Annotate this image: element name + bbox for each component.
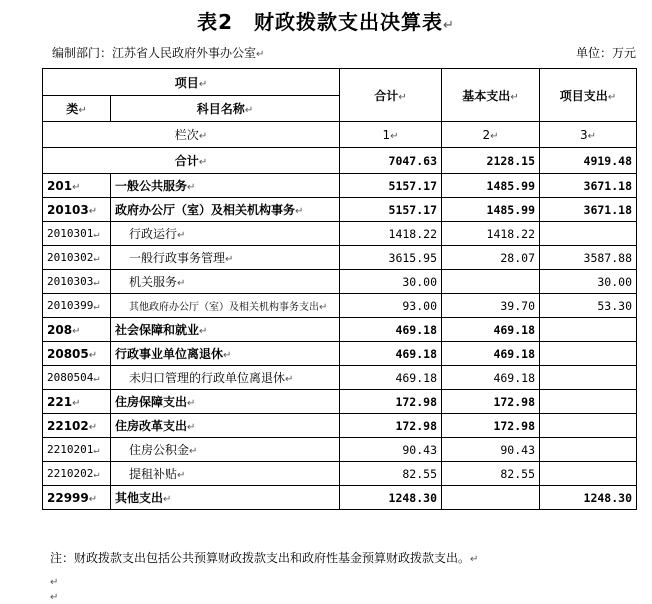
row-code-text: 2010302 xyxy=(47,251,94,264)
paragraph-mark-icon: ↵ xyxy=(319,302,328,313)
row-total-text: 172.98 xyxy=(395,394,437,409)
row-total xyxy=(340,390,442,414)
row-project xyxy=(540,198,637,222)
row-code-text: 20805 xyxy=(47,346,89,361)
row-total xyxy=(340,486,442,510)
table-title xyxy=(0,6,652,35)
row-basic-text: 39.70 xyxy=(500,298,535,313)
table-title-text: 表2 财政拨款支出决算表 xyxy=(197,10,443,34)
row-total-text: 82.55 xyxy=(402,466,437,481)
row-basic-text: 1485.99 xyxy=(486,202,535,217)
row-project xyxy=(540,222,637,246)
row-subject-name-text: 住房保障支出 xyxy=(115,395,188,409)
row-basic-text: 82.55 xyxy=(500,466,535,481)
row-project xyxy=(540,438,637,462)
row-basic-text: 28.07 xyxy=(500,250,535,265)
total-row xyxy=(43,148,637,174)
paragraph-mark-icon: ↵ xyxy=(88,421,98,433)
row-basic xyxy=(442,414,540,438)
header-item xyxy=(43,69,340,96)
row-total xyxy=(340,270,442,294)
row-code-text: 2210202 xyxy=(47,467,94,480)
row-total-text: 469.18 xyxy=(395,346,437,361)
paragraph-mark-icon: ↵ xyxy=(256,49,265,60)
table-row xyxy=(43,462,637,486)
row-total-text: 5157.17 xyxy=(388,202,437,217)
header-total-text: 合计 xyxy=(374,88,399,103)
row-subject-name xyxy=(111,222,340,246)
row-code-text: 208 xyxy=(47,322,73,337)
row-subject-name-text: 社会保障和就业 xyxy=(115,323,200,337)
paragraph-mark-icon: ↵ xyxy=(187,182,196,193)
header-project-text: 项目支出 xyxy=(559,88,608,103)
row-code-text: 2010303 xyxy=(47,275,94,288)
paragraph-mark-icon: ↵ xyxy=(93,301,100,312)
unit-label: 单位：万元 xyxy=(575,46,636,60)
row-total xyxy=(340,366,442,390)
table-body xyxy=(43,174,637,510)
row-code xyxy=(43,366,111,390)
row-project-text: 3671.18 xyxy=(583,202,632,217)
paragraph-mark-icon: ↵ xyxy=(93,373,100,384)
paragraph-mark-icon: ↵ xyxy=(72,397,81,409)
paragraph-mark-icon: ↵ xyxy=(510,91,519,103)
paragraph-mark-icon: ↵ xyxy=(490,130,499,142)
row-basic-text: 1418.22 xyxy=(486,226,535,241)
row-total xyxy=(340,294,442,318)
paragraph-mark-icon: ↵ xyxy=(390,130,399,142)
paragraph-mark-icon: ↵ xyxy=(443,18,455,33)
table-row xyxy=(43,390,637,414)
paragraph-mark-icon: ↵ xyxy=(198,78,208,90)
row-basic xyxy=(442,366,540,390)
row-subject-name-text: 住房公积金 xyxy=(129,443,190,457)
row-subject-name-text: 机关服务 xyxy=(129,275,178,289)
paragraph-mark-icon: ↵ xyxy=(163,494,172,505)
row-project xyxy=(540,270,637,294)
paragraph-mark-icon: ↵ xyxy=(93,277,100,288)
row-code xyxy=(43,342,111,366)
paragraph-mark-icon: ↵ xyxy=(93,253,100,264)
row-project xyxy=(540,294,637,318)
table-row xyxy=(43,438,637,462)
row-code-text: 201 xyxy=(47,178,73,193)
row-basic xyxy=(442,462,540,486)
row-subject-name-text: 未归口管理的行政单位离退休 xyxy=(129,371,286,385)
row-total xyxy=(340,198,442,222)
row-code-text: 20103 xyxy=(47,202,89,217)
row-subject-name-text: 其他支出 xyxy=(115,491,164,505)
paragraph-mark-icon: ↵ xyxy=(199,326,208,337)
row-basic-text: 469.18 xyxy=(493,322,535,337)
index-2 xyxy=(442,122,540,148)
header-category-text: 类 xyxy=(66,102,79,116)
row-subject-name xyxy=(111,366,340,390)
table-row xyxy=(43,414,637,438)
index-3-text: 3 xyxy=(579,127,588,142)
table-row xyxy=(43,366,637,390)
row-total-text: 172.98 xyxy=(395,418,437,433)
row-code-text: 22999 xyxy=(47,490,89,505)
row-basic xyxy=(442,198,540,222)
row-subject-name xyxy=(111,342,340,366)
paragraph-mark-icon: ↵ xyxy=(88,493,98,505)
row-total-text: 93.00 xyxy=(402,298,437,313)
row-total xyxy=(340,438,442,462)
department-label xyxy=(52,44,264,61)
row-code xyxy=(43,438,111,462)
row-code-text: 22102 xyxy=(47,418,89,433)
row-code xyxy=(43,270,111,294)
row-basic xyxy=(442,222,540,246)
row-project-text: 1248.30 xyxy=(583,490,632,505)
row-subject-name-text: 一般公共服务 xyxy=(115,179,188,193)
row-code-text: 2210201 xyxy=(47,443,94,456)
table-row xyxy=(43,318,637,342)
row-project-text: 53.30 xyxy=(597,298,632,313)
paragraph-mark-icon: ↵ xyxy=(470,554,479,565)
expenditure-table xyxy=(42,68,637,510)
paragraph-mark-icon: ↵ xyxy=(607,91,617,103)
row-total-text: 3615.95 xyxy=(388,250,437,265)
row-total-text: 469.18 xyxy=(395,370,437,385)
row-basic-text: 172.98 xyxy=(493,394,535,409)
paragraph-mark-icon: ↵ xyxy=(177,230,186,241)
row-project xyxy=(540,174,637,198)
row-basic-text: 90.43 xyxy=(500,442,535,457)
row-index-label-text: 栏次 xyxy=(174,128,199,142)
index-1-text: 1 xyxy=(382,127,391,142)
table-meta xyxy=(52,44,636,62)
paragraph-mark-icon: ↵ xyxy=(88,205,98,217)
row-total xyxy=(340,318,442,342)
department-text: 编制部门：江苏省人民政府外事办公室 xyxy=(52,46,257,60)
row-subject-name xyxy=(111,174,340,198)
row-code xyxy=(43,462,111,486)
paragraph-mark-icon: ↵ xyxy=(189,446,198,457)
row-basic xyxy=(442,270,540,294)
header-project xyxy=(540,69,637,122)
paragraph-mark-icon: ↵ xyxy=(225,254,234,265)
row-project xyxy=(540,246,637,270)
row-subject-name xyxy=(111,246,340,270)
total-row-project: 4919.48 xyxy=(540,148,637,174)
row-total xyxy=(340,246,442,270)
header-basic xyxy=(442,69,540,122)
row-basic xyxy=(442,318,540,342)
paragraph-mark-icon: ↵ xyxy=(198,157,208,168)
row-basic xyxy=(442,246,540,270)
paragraph-mark-icon: ↵ xyxy=(223,350,232,361)
row-project-text: 3671.18 xyxy=(583,178,632,193)
index-3 xyxy=(540,122,637,148)
row-basic xyxy=(442,294,540,318)
index-2-text: 2 xyxy=(482,127,491,142)
row-code-text: 221 xyxy=(47,394,73,409)
row-project xyxy=(540,414,637,438)
row-subject-name xyxy=(111,390,340,414)
paragraph-mark-icon: ↵ xyxy=(88,349,98,361)
row-total-text: 469.18 xyxy=(395,322,437,337)
paragraph-mark-icon: ↵ xyxy=(398,91,407,103)
row-project xyxy=(540,486,637,510)
row-project xyxy=(540,366,637,390)
row-total xyxy=(340,414,442,438)
paragraph-mark-icon: ↵ xyxy=(93,445,100,456)
row-total-text: 1248.30 xyxy=(388,490,437,505)
row-project-text: 3587.88 xyxy=(583,250,632,265)
row-total-text: 5157.17 xyxy=(388,178,437,193)
row-subject-name xyxy=(111,462,340,486)
row-basic xyxy=(442,174,540,198)
row-total xyxy=(340,174,442,198)
row-basic-text: 1485.99 xyxy=(486,178,535,193)
table-row xyxy=(43,198,637,222)
paragraph-mark-icon: ↵ xyxy=(50,592,59,603)
row-code-text: 2080504 xyxy=(47,371,94,384)
paragraph-mark-icon: ↵ xyxy=(244,105,254,116)
row-subject-name-text: 住房改革支出 xyxy=(115,419,188,433)
paragraph-mark-icon: ↵ xyxy=(72,181,81,193)
row-subject-name-text: 其他政府办公厅（室）及相关机构事务支出 xyxy=(129,302,319,313)
row-code xyxy=(43,390,111,414)
row-subject-name xyxy=(111,198,340,222)
row-basic-text: 469.18 xyxy=(493,346,535,361)
row-subject-name xyxy=(111,438,340,462)
row-basic xyxy=(442,342,540,366)
row-subject-name-text: 行政运行 xyxy=(129,227,178,241)
row-project-text: 30.00 xyxy=(597,274,632,289)
row-basic-text: 469.18 xyxy=(493,370,535,385)
paragraph-mark-icon: ↵ xyxy=(177,278,186,289)
paragraph-mark-icon: ↵ xyxy=(177,470,186,481)
row-project xyxy=(540,390,637,414)
paragraph-mark-icon: ↵ xyxy=(285,374,294,385)
total-row-label xyxy=(43,148,340,174)
row-total xyxy=(340,342,442,366)
footnote xyxy=(50,549,478,566)
header-subject-name-text: 科目名称 xyxy=(196,102,245,116)
header-category xyxy=(43,96,111,122)
paragraph-mark-icon: ↵ xyxy=(198,131,208,142)
table-row xyxy=(43,270,637,294)
index-row xyxy=(43,122,637,148)
row-total-text: 30.00 xyxy=(402,274,437,289)
row-code xyxy=(43,198,111,222)
table-row xyxy=(43,486,637,510)
row-subject-name xyxy=(111,270,340,294)
paragraph-mark-icon: ↵ xyxy=(78,105,87,116)
header-subject-name xyxy=(111,96,340,122)
paragraph-mark-icon: ↵ xyxy=(50,577,59,588)
footnote-text: 注：财政拨款支出包括公共预算财政拨款支出和政府性基金预算财政拨款支出。 xyxy=(50,551,471,565)
row-code-text: 2010301 xyxy=(47,227,94,240)
table-row xyxy=(43,342,637,366)
row-project xyxy=(540,342,637,366)
row-basic xyxy=(442,438,540,462)
row-code xyxy=(43,318,111,342)
total-row-label-text: 合计 xyxy=(174,154,199,168)
row-subject-name xyxy=(111,486,340,510)
row-code xyxy=(43,486,111,510)
row-code-text: 2010399 xyxy=(47,299,94,312)
paragraph-mark-icon: ↵ xyxy=(72,325,81,337)
table-row xyxy=(43,294,637,318)
row-code xyxy=(43,414,111,438)
total-row-basic: 2128.15 xyxy=(442,148,540,174)
table-row xyxy=(43,222,637,246)
row-total-text: 1418.22 xyxy=(388,226,437,241)
table-row xyxy=(43,174,637,198)
header-item-text: 项目 xyxy=(174,75,199,90)
paragraph-mark-icon: ↵ xyxy=(187,398,196,409)
index-1 xyxy=(340,122,442,148)
row-subject-name xyxy=(111,318,340,342)
row-basic-text: 172.98 xyxy=(493,418,535,433)
row-basic xyxy=(442,486,540,510)
paragraph-mark-icon: ↵ xyxy=(93,229,100,240)
header-basic-text: 基本支出 xyxy=(462,88,511,103)
paragraph-mark-icon: ↵ xyxy=(295,206,304,217)
paragraph-mark-icon: ↵ xyxy=(587,130,597,142)
row-subject-name-text: 一般行政事务管理 xyxy=(129,251,226,265)
paragraph-mark-icon: ↵ xyxy=(187,422,196,433)
row-total-text: 90.43 xyxy=(402,442,437,457)
row-subject-name xyxy=(111,414,340,438)
row-total xyxy=(340,462,442,486)
row-index-label xyxy=(43,122,340,148)
row-subject-name-text: 提租补贴 xyxy=(129,467,178,481)
row-subject-name-text: 政府办公厅（室）及相关机构事务 xyxy=(115,203,296,217)
row-project xyxy=(540,462,637,486)
total-row-total: 7047.63 xyxy=(340,148,442,174)
row-code xyxy=(43,174,111,198)
table-row xyxy=(43,246,637,270)
row-total xyxy=(340,222,442,246)
row-project xyxy=(540,318,637,342)
paragraph-mark-icon: ↵ xyxy=(93,469,100,480)
row-code xyxy=(43,294,111,318)
row-basic xyxy=(442,390,540,414)
row-code xyxy=(43,246,111,270)
row-code xyxy=(43,222,111,246)
row-subject-name-text: 行政事业单位离退休 xyxy=(115,347,224,361)
row-subject-name xyxy=(111,294,340,318)
header-row-1 xyxy=(43,69,637,96)
header-total xyxy=(340,69,442,122)
